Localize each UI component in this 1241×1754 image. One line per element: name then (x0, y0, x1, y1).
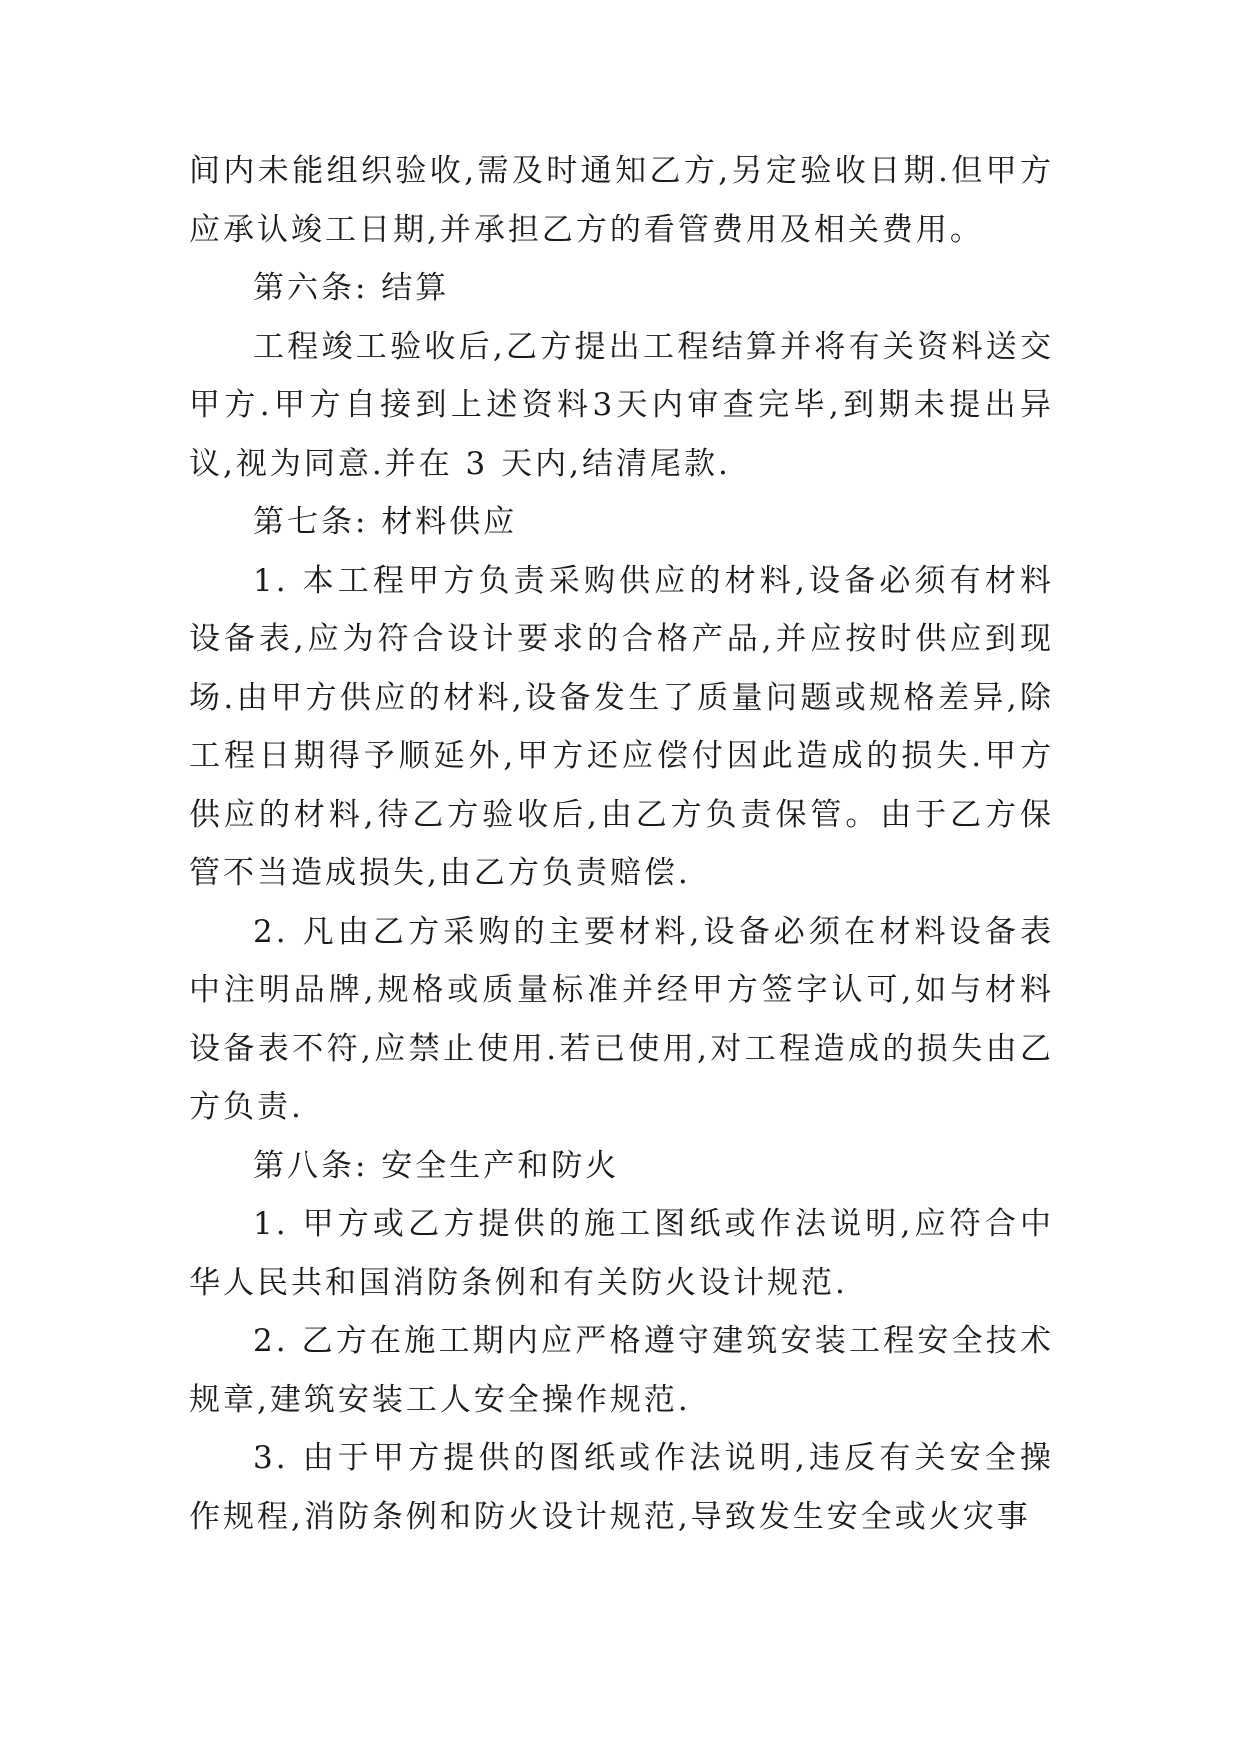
paragraph-safety-3: 3. 由于甲方提供的图纸或作法说明,违反有关安全操作规程,消防条例和防火设计规范,导致发生安全或火灾事 (189, 1440, 1054, 1535)
paragraph-safety-1: 1. 甲方或乙方提供的施工图纸或作法说明,应符合中华人民共和国消防条例和有关防火设计规范. (189, 1206, 1054, 1301)
article-7-heading: 第七条: 材料供应 (253, 504, 518, 540)
article-6-heading: 第六条: 结算 (253, 270, 450, 306)
paragraph-safety-2: 2. 乙方在施工期内应严格遵守建筑安装工程安全技术规章,建筑安装工人安全操作规范. (189, 1323, 1054, 1418)
paragraph-materials-2: 2. 凡由乙方采购的主要材料,设备必须在材料设备表中注明品牌,规格或质量标准并经甲方签字认可,如与材料设备表不符,应禁止使用.若已使用,对工程造成的损失由乙方负责. (189, 913, 1054, 1125)
paragraph-materials-1: 1. 本工程甲方负责采购供应的材料,设备必须有材料设备表,应为符合设计要求的合格产品,并应按时供应到现场.由甲方供应的材料,设备发生了质量问题或规格差异,除工程日期得予顺延外,甲方还应偿付因此造成的损失.甲方供应的材料,待乙方验收后,由乙方负责保管。由于乙方保管不当造成损失,由乙方负责赔偿. (189, 562, 1054, 891)
document-body (189, 142, 1054, 1546)
article-8-heading: 第八条: 安全生产和防火 (253, 1147, 620, 1184)
paragraph-acceptance-continuation: 间内未能组织验收,需及时通知乙方,另定验收日期.但甲方应承认竣工日期,并承担乙方的看管费用及相关费用。 (189, 153, 1054, 248)
paragraph-settlement: 工程竣工验收后,乙方提出工程结算并将有关资料送交甲方.甲方自接到上述资料3天内审查完毕,到期未提出异议,视为同意.并在 3 天内,结清尾款. (189, 328, 1054, 482)
